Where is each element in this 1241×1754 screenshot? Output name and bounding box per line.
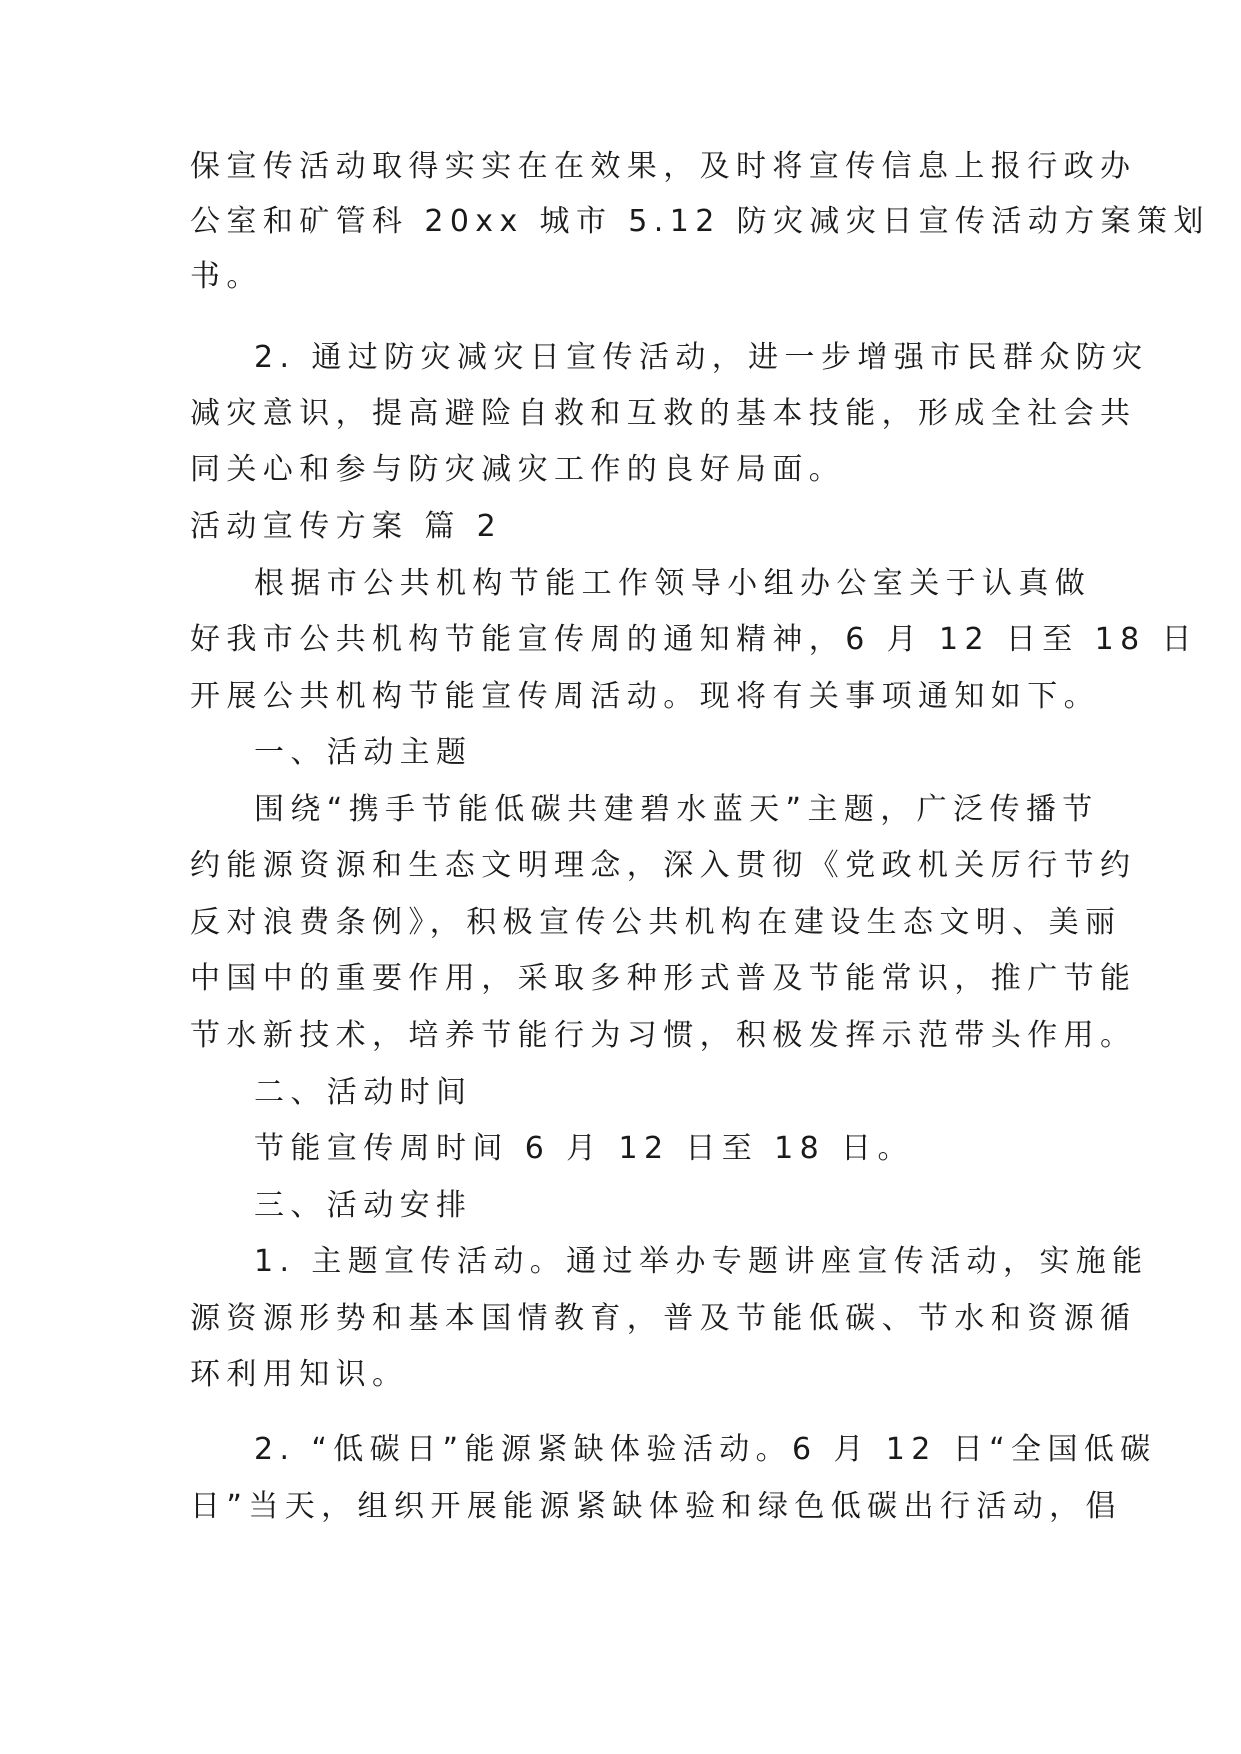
text-line: 书。 xyxy=(190,259,263,294)
text-line: 同关心和参与防灾减灾工作的良好局面。 xyxy=(190,452,846,487)
text-line: 1. 主题宣传活动。通过举办专题讲座宣传活动，实施能 xyxy=(254,1244,1149,1279)
text-line: 开展公共机构节能宣传周活动。现将有关事项通知如下。 xyxy=(190,679,1100,714)
text-line: 减灾意识，提高避险自救和互救的基本技能，形成全社会共 xyxy=(190,396,1137,431)
text-line: 围绕“携手节能低碳共建碧水蓝天”主题，广泛传播节 xyxy=(254,792,1099,827)
text-line: 日”当天，组织开展能源紧缺体验和绿色低碳出行活动，倡 xyxy=(190,1489,1122,1524)
text-line: 环利用知识。 xyxy=(190,1357,409,1392)
text-line: 中国中的重要作用，采取多种形式普及节能常识，推广节能 xyxy=(190,961,1137,996)
text-line: 反对浪费条例》，积极宣传公共机构在建设生态文明、美丽 xyxy=(190,905,1122,940)
text-line: 源资源形势和基本国情教育，普及节能低碳、节水和资源循 xyxy=(190,1301,1137,1336)
subheading: 二、活动时间 xyxy=(254,1075,473,1110)
section-heading: 活动宣传方案 篇 2 xyxy=(190,509,503,544)
text-line: 公室和矿管科 20xx 城市 5.12 防灾减灾日宣传活动方案策划 xyxy=(190,204,1210,239)
subheading: 三、活动安排 xyxy=(254,1188,473,1223)
text-line: 根据市公共机构节能工作领导小组办公室关于认真做 xyxy=(254,566,1092,601)
text-line: 2. 通过防灾减灾日宣传活动，进一步增强市民群众防灾 xyxy=(254,340,1149,375)
text-line: 好我市公共机构节能宣传周的通知精神，6 月 12 日至 18 日 xyxy=(190,622,1198,657)
text-line: 节水新技术，培养节能行为习惯，积极发挥示范带头作用。 xyxy=(190,1018,1137,1053)
text-line: 约能源资源和生态文明理念，深入贯彻《党政机关厉行节约 xyxy=(190,848,1137,883)
subheading: 一、活动主题 xyxy=(254,735,473,770)
text-line: 保宣传活动取得实实在在效果，及时将宣传信息上报行政办 xyxy=(190,149,1137,184)
text-line: 节能宣传周时间 6 月 12 日至 18 日。 xyxy=(254,1131,914,1166)
text-line: 2. “低碳日”能源紧缺体验活动。6 月 12 日“全国低碳 xyxy=(254,1432,1157,1467)
